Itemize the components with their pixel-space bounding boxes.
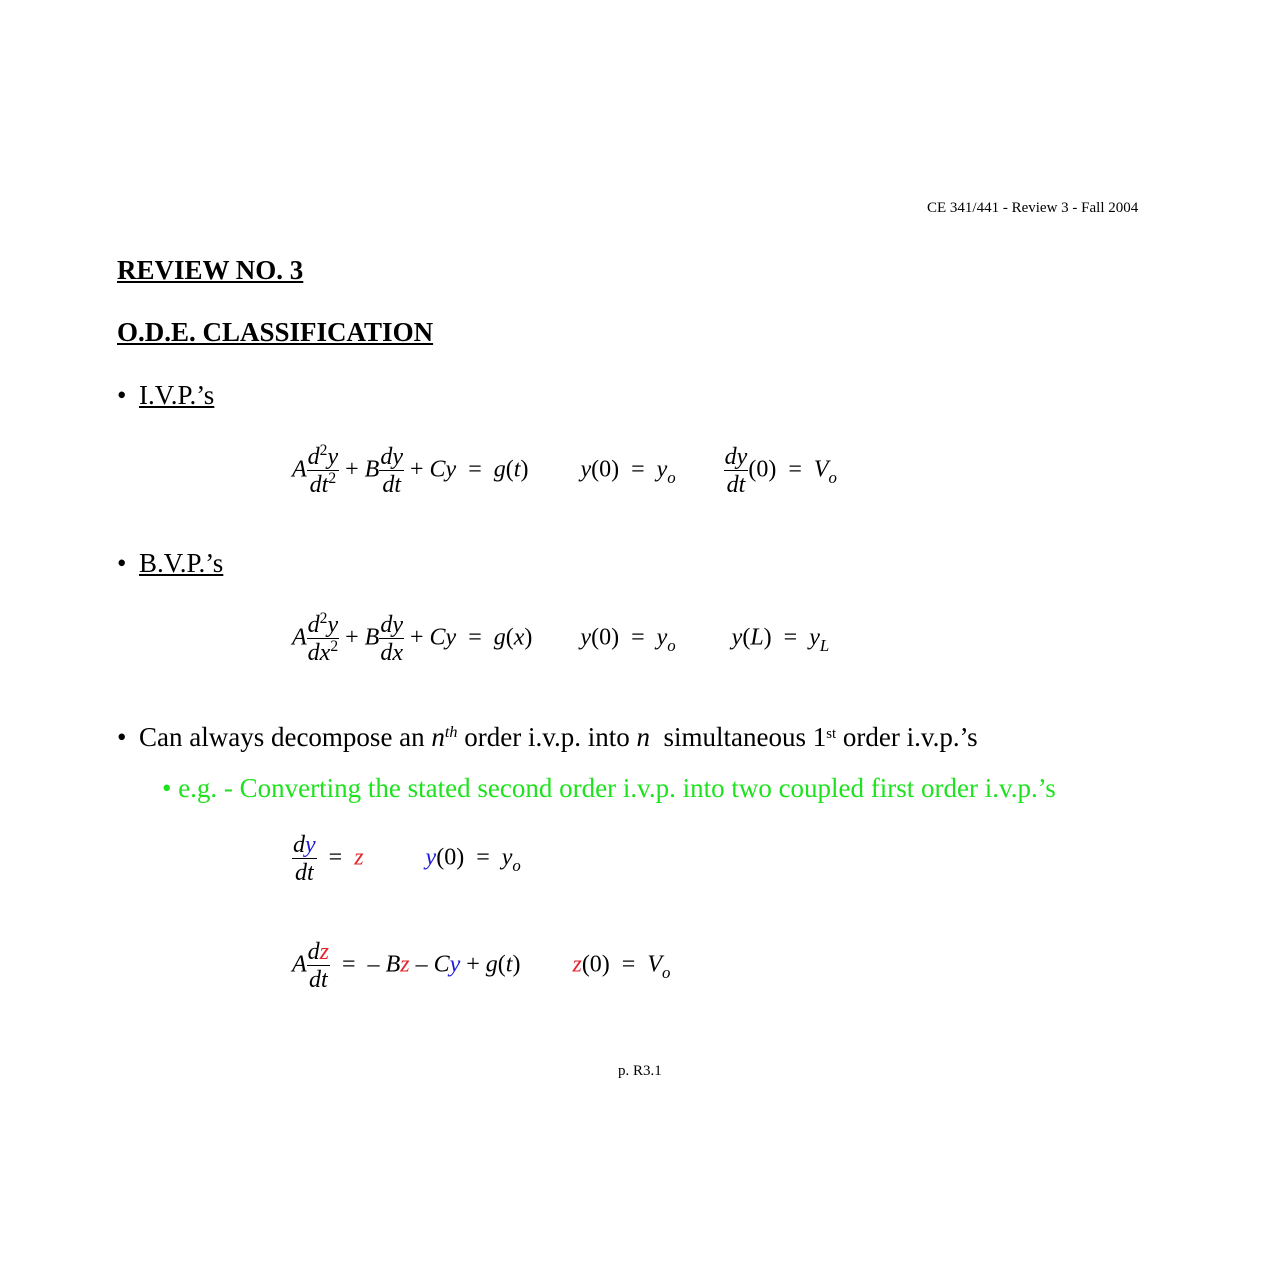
page-number: p. R3.1 bbox=[618, 1063, 662, 1079]
coupled-equation-2: A $\frac{dz}{dt}$ = – Bz – Cy + g(t) $z(0) = V_o$ bbox=[292, 939, 671, 993]
ivp-label: I.V.P.’s bbox=[139, 380, 215, 410]
bullet-dot: • bbox=[117, 380, 127, 410]
d2y-dt2-fraction: $\frac{d^2y}{dt^2}$ bbox=[307, 442, 339, 498]
dy-dt-fraction: $\frac{dy}{dt}$ bbox=[380, 444, 403, 498]
bullet-dot: • bbox=[117, 722, 127, 752]
dy-dx-fraction: $\frac{dy}{dx}$ bbox=[380, 612, 403, 666]
course-header: CE 341/441 - Review 3 - Fall 2004 bbox=[927, 200, 1139, 216]
bvp-label: B.V.P.’s bbox=[139, 548, 224, 578]
decompose-bullet: • Can always decompose an $n^{th}$ order i.v.p. into n simultaneous 1st order i.v.p.’s bbox=[117, 722, 978, 752]
bullet-dot: • bbox=[117, 548, 127, 578]
dy-dt-initial-fraction: $\frac{dy}{dt}$ bbox=[724, 444, 748, 498]
bvp-bullet bbox=[117, 548, 223, 579]
ivp-equation: A $\frac{d^2y}{dt^2}$ + B $\frac{dy}{dt}$ + Cy = g(t) $y(0) = y_o$ $\frac{dy}{dt}$ $(0) = V_o$ bbox=[292, 442, 837, 498]
coupled-equation-1: $\frac{dy}{dt}$ = z $y(0) = y_o$ bbox=[293, 832, 521, 886]
dy-dt-coupled-fraction: $\frac{dy}{dt}$ bbox=[293, 832, 316, 886]
bvp-equation: A $\frac{d^2y}{dx^2}$ + B $\frac{dy}{dx}$ + Cy = g(x) $y(0) = y_o$ $y(L) = y_L$ bbox=[292, 610, 830, 666]
example-subbullet: • e.g. - Converting the stated second order i.v.p. into two coupled first order i.v.p.’s bbox=[162, 773, 1056, 803]
dz-dt-fraction: $\frac{dz}{dt}$ bbox=[307, 939, 330, 993]
d2y-dx2-fraction: $\frac{d^2y}{dx^2}$ bbox=[307, 610, 339, 666]
review-title: REVIEW NO. 3 bbox=[117, 255, 304, 285]
ivp-bullet bbox=[117, 380, 214, 411]
classification-title: O.D.E. CLASSIFICATION bbox=[117, 317, 434, 347]
